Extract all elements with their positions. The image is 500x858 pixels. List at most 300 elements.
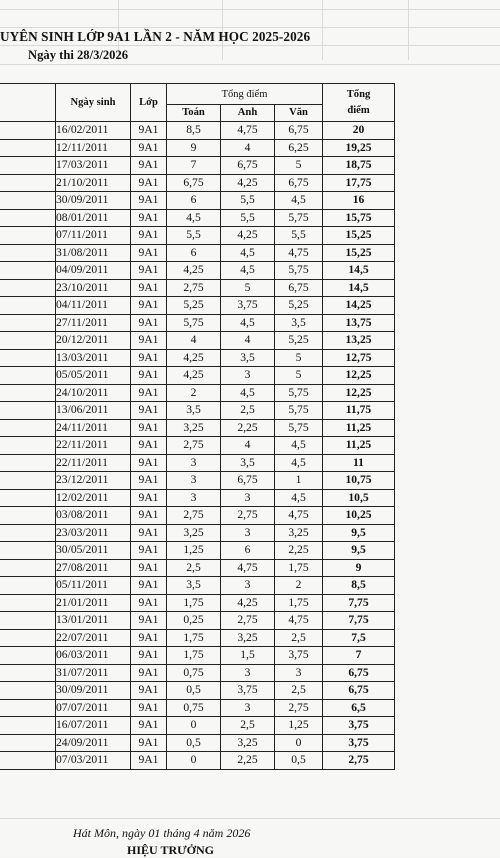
english-score-cell: 4,5: [221, 314, 275, 332]
total-score-cell: 13,25: [323, 332, 395, 350]
math-score-cell: 2: [167, 384, 221, 402]
class-cell: 9A1: [131, 367, 167, 385]
math-score-cell: 0,5: [167, 682, 221, 700]
literature-score-cell: 1,75: [275, 559, 323, 577]
class-cell: 9A1: [131, 437, 167, 455]
literature-score-cell: 2: [275, 577, 323, 595]
total-score-cell: 2,75: [323, 752, 395, 770]
name-cell: [0, 332, 56, 350]
class-cell: 9A1: [131, 577, 167, 595]
table-row: [0, 734, 395, 752]
total-score-cell: 19,25: [323, 139, 395, 157]
math-score-cell: 2,75: [167, 279, 221, 297]
class-cell: 9A1: [131, 682, 167, 700]
english-score-cell: 2,5: [221, 717, 275, 735]
english-score-cell: 3: [221, 489, 275, 507]
class-cell: 9A1: [131, 209, 167, 227]
math-score-cell: 2,75: [167, 507, 221, 525]
math-score-cell: 0,25: [167, 612, 221, 630]
english-score-cell: 3,75: [221, 682, 275, 700]
literature-score-cell: 6,75: [275, 174, 323, 192]
english-score-cell: 4,5: [221, 262, 275, 280]
name-cell: [0, 699, 56, 717]
math-score-cell: 3,25: [167, 419, 221, 437]
name-cell: [0, 174, 56, 192]
place-date: Hát Môn, ngày 01 tháng 4 năm 2026: [73, 826, 251, 840]
dob-cell: 07/03/2011: [56, 752, 131, 770]
literature-score-cell: 5,5: [275, 227, 323, 245]
dob-cell: 22/07/2011: [56, 629, 131, 647]
literature-score-cell: 1,25: [275, 717, 323, 735]
literature-score-cell: 4,5: [275, 437, 323, 455]
total-score-cell: 6,5: [323, 699, 395, 717]
total-score-cell: 15,75: [323, 209, 395, 227]
total-score-cell: 11,25: [323, 437, 395, 455]
table-row: [0, 227, 395, 245]
dob-cell: 13/03/2011: [56, 349, 131, 367]
math-score-cell: 3: [167, 454, 221, 472]
name-cell: [0, 629, 56, 647]
dob-cell: 21/10/2011: [56, 174, 131, 192]
dob-cell: 23/12/2011: [56, 472, 131, 490]
name-cell: [0, 489, 56, 507]
class-cell: 9A1: [131, 402, 167, 420]
class-cell: 9A1: [131, 489, 167, 507]
total-score-cell: 7,5: [323, 629, 395, 647]
header-class: Lớp: [131, 84, 167, 122]
literature-score-cell: 5,75: [275, 262, 323, 280]
name-cell: [0, 314, 56, 332]
total-score-cell: 20: [323, 122, 395, 140]
name-cell: [0, 472, 56, 490]
class-cell: 9A1: [131, 262, 167, 280]
total-score-cell: 9: [323, 559, 395, 577]
score-table: [0, 83, 395, 770]
gridline: [408, 0, 409, 60]
name-cell: [0, 419, 56, 437]
total-score-cell: 15,25: [323, 227, 395, 245]
dob-cell: 23/10/2011: [56, 279, 131, 297]
dob-cell: 20/12/2011: [56, 332, 131, 350]
table-row: [0, 122, 395, 140]
literature-score-cell: 6,25: [275, 139, 323, 157]
dob-cell: 24/11/2011: [56, 419, 131, 437]
name-cell: [0, 139, 56, 157]
table-row: [0, 752, 395, 770]
table-row: [0, 157, 395, 175]
class-cell: 9A1: [131, 227, 167, 245]
name-cell: [0, 734, 56, 752]
table-row: [0, 699, 395, 717]
english-score-cell: 6: [221, 542, 275, 560]
total-score-cell: 10,25: [323, 507, 395, 525]
name-cell: [0, 577, 56, 595]
total-score-cell: 11,25: [323, 419, 395, 437]
total-score-cell: 10,75: [323, 472, 395, 490]
dob-cell: 13/06/2011: [56, 402, 131, 420]
table-row: [0, 209, 395, 227]
header-name-col: [0, 84, 56, 122]
total-score-cell: 12,25: [323, 384, 395, 402]
math-score-cell: 9: [167, 139, 221, 157]
class-cell: 9A1: [131, 314, 167, 332]
name-cell: [0, 752, 56, 770]
total-score-cell: 7: [323, 647, 395, 665]
math-score-cell: 6: [167, 192, 221, 210]
header-scores: Tổng điểm: [167, 84, 323, 105]
english-score-cell: 4,25: [221, 594, 275, 612]
table-row: [0, 279, 395, 297]
class-cell: 9A1: [131, 734, 167, 752]
math-score-cell: 3,5: [167, 402, 221, 420]
literature-score-cell: 2,25: [275, 542, 323, 560]
class-cell: 9A1: [131, 192, 167, 210]
english-score-cell: 3,5: [221, 454, 275, 472]
dob-cell: 12/11/2011: [56, 139, 131, 157]
literature-score-cell: 4,5: [275, 192, 323, 210]
class-cell: 9A1: [131, 122, 167, 140]
class-cell: 9A1: [131, 752, 167, 770]
table-row: [0, 647, 395, 665]
math-score-cell: 6,75: [167, 174, 221, 192]
table-row: [0, 192, 395, 210]
literature-score-cell: 3,75: [275, 647, 323, 665]
name-cell: [0, 682, 56, 700]
english-score-cell: 3,75: [221, 297, 275, 315]
dob-cell: 12/02/2011: [56, 489, 131, 507]
math-score-cell: 0,75: [167, 699, 221, 717]
english-score-cell: 2,25: [221, 752, 275, 770]
class-cell: 9A1: [131, 332, 167, 350]
math-score-cell: 2,75: [167, 437, 221, 455]
table-row: [0, 664, 395, 682]
dob-cell: 06/03/2011: [56, 647, 131, 665]
literature-score-cell: 3,5: [275, 314, 323, 332]
literature-score-cell: 1: [275, 472, 323, 490]
math-score-cell: 0: [167, 752, 221, 770]
math-score-cell: 0,5: [167, 734, 221, 752]
total-score-cell: 14,25: [323, 297, 395, 315]
dob-cell: 31/08/2011: [56, 244, 131, 262]
total-score-cell: 3,75: [323, 717, 395, 735]
class-cell: 9A1: [131, 664, 167, 682]
table-row: [0, 419, 395, 437]
literature-score-cell: 0,5: [275, 752, 323, 770]
dob-cell: 07/07/2011: [56, 699, 131, 717]
table-row: [0, 717, 395, 735]
score-table-body: [0, 122, 395, 770]
dob-cell: 23/03/2011: [56, 524, 131, 542]
name-cell: [0, 297, 56, 315]
table-row: [0, 612, 395, 630]
name-cell: [0, 157, 56, 175]
class-cell: 9A1: [131, 157, 167, 175]
name-cell: [0, 437, 56, 455]
english-score-cell: 5: [221, 279, 275, 297]
table-row: [0, 507, 395, 525]
literature-score-cell: 5,25: [275, 297, 323, 315]
table-row: [0, 437, 395, 455]
name-cell: [0, 717, 56, 735]
total-score-cell: 12,75: [323, 349, 395, 367]
literature-score-cell: 4,5: [275, 489, 323, 507]
english-score-cell: 4,75: [221, 122, 275, 140]
name-cell: [0, 402, 56, 420]
literature-score-cell: 6,75: [275, 122, 323, 140]
literature-score-cell: 4,75: [275, 244, 323, 262]
dob-cell: 04/11/2011: [56, 297, 131, 315]
class-cell: 9A1: [131, 524, 167, 542]
table-row: [0, 262, 395, 280]
total-score-cell: 10,5: [323, 489, 395, 507]
total-score-cell: 16: [323, 192, 395, 210]
literature-score-cell: 6,75: [275, 279, 323, 297]
name-cell: [0, 192, 56, 210]
table-row: [0, 559, 395, 577]
total-score-cell: 7,75: [323, 594, 395, 612]
dob-cell: 27/11/2011: [56, 314, 131, 332]
name-cell: [0, 647, 56, 665]
english-score-cell: 3: [221, 664, 275, 682]
english-score-cell: 4: [221, 332, 275, 350]
english-score-cell: 6,75: [221, 472, 275, 490]
literature-score-cell: 5: [275, 157, 323, 175]
math-score-cell: 1,75: [167, 594, 221, 612]
dob-cell: 04/09/2011: [56, 262, 131, 280]
dob-cell: 13/01/2011: [56, 612, 131, 630]
name-cell: [0, 612, 56, 630]
name-cell: [0, 384, 56, 402]
english-score-cell: 4,75: [221, 559, 275, 577]
table-row: [0, 297, 395, 315]
english-score-cell: 4,25: [221, 227, 275, 245]
dob-cell: 30/09/2011: [56, 192, 131, 210]
math-score-cell: 4: [167, 332, 221, 350]
header-total: [323, 84, 395, 122]
math-score-cell: 3,25: [167, 524, 221, 542]
name-cell: [0, 664, 56, 682]
literature-score-cell: 2,5: [275, 629, 323, 647]
name-cell: [0, 542, 56, 560]
class-cell: 9A1: [131, 612, 167, 630]
header-total-line1: Tổng: [346, 88, 371, 100]
class-cell: 9A1: [131, 384, 167, 402]
english-score-cell: 4,5: [221, 384, 275, 402]
table-row: [0, 384, 395, 402]
dob-cell: 07/11/2011: [56, 227, 131, 245]
class-cell: 9A1: [131, 472, 167, 490]
total-score-cell: 14,5: [323, 279, 395, 297]
literature-score-cell: 2,5: [275, 682, 323, 700]
name-cell: [0, 209, 56, 227]
class-cell: 9A1: [131, 297, 167, 315]
signer-role: HIỆU TRƯỞNG: [127, 843, 215, 857]
total-score-cell: 11: [323, 454, 395, 472]
class-cell: 9A1: [131, 559, 167, 577]
total-score-cell: 6,75: [323, 682, 395, 700]
class-cell: 9A1: [131, 647, 167, 665]
name-cell: [0, 262, 56, 280]
total-score-cell: 7,75: [323, 612, 395, 630]
literature-score-cell: 5,25: [275, 332, 323, 350]
math-score-cell: 1,75: [167, 647, 221, 665]
class-cell: 9A1: [131, 542, 167, 560]
english-score-cell: 1,5: [221, 647, 275, 665]
total-score-cell: 14,5: [323, 262, 395, 280]
dob-cell: 30/09/2011: [56, 682, 131, 700]
exam-date: Ngày thi 28/3/2026: [28, 48, 129, 62]
literature-score-cell: 5,75: [275, 384, 323, 402]
literature-score-cell: 4,75: [275, 507, 323, 525]
gridline: [322, 0, 323, 60]
dob-cell: 03/08/2011: [56, 507, 131, 525]
total-score-cell: 9,5: [323, 542, 395, 560]
english-score-cell: 3,25: [221, 629, 275, 647]
literature-score-cell: 4,5: [275, 454, 323, 472]
table-row: [0, 314, 395, 332]
table-row: [0, 682, 395, 700]
math-score-cell: 1,25: [167, 542, 221, 560]
math-score-cell: 1,75: [167, 629, 221, 647]
total-score-cell: 15,25: [323, 244, 395, 262]
gridline: [0, 818, 500, 819]
english-score-cell: 2,25: [221, 419, 275, 437]
class-cell: 9A1: [131, 717, 167, 735]
class-cell: 9A1: [131, 507, 167, 525]
english-score-cell: 4,25: [221, 174, 275, 192]
total-score-cell: 3,75: [323, 734, 395, 752]
math-score-cell: 8,5: [167, 122, 221, 140]
math-score-cell: 5,5: [167, 227, 221, 245]
class-cell: 9A1: [131, 139, 167, 157]
english-score-cell: 4: [221, 437, 275, 455]
gridline: [0, 45, 500, 46]
math-score-cell: 5,25: [167, 297, 221, 315]
dob-cell: 30/05/2011: [56, 542, 131, 560]
sheet-title: UYÊN SINH LỚP 9A1 LẦN 2 - NĂM HỌC 2025-2026: [0, 29, 311, 44]
name-cell: [0, 122, 56, 140]
name-cell: [0, 524, 56, 542]
dob-cell: 16/02/2011: [56, 122, 131, 140]
dob-cell: 17/03/2011: [56, 157, 131, 175]
table-row: [0, 244, 395, 262]
table-row: [0, 402, 395, 420]
table-row: [0, 349, 395, 367]
dob-cell: 27/08/2011: [56, 559, 131, 577]
dob-cell: 24/10/2011: [56, 384, 131, 402]
math-score-cell: 6: [167, 244, 221, 262]
english-score-cell: 3: [221, 699, 275, 717]
math-score-cell: 0,75: [167, 664, 221, 682]
english-score-cell: 3,25: [221, 734, 275, 752]
dob-cell: 24/09/2011: [56, 734, 131, 752]
english-score-cell: 4: [221, 139, 275, 157]
english-score-cell: 2,5: [221, 402, 275, 420]
table-row: [0, 489, 395, 507]
math-score-cell: 2,5: [167, 559, 221, 577]
class-cell: 9A1: [131, 419, 167, 437]
math-score-cell: 5,75: [167, 314, 221, 332]
math-score-cell: 3: [167, 472, 221, 490]
name-cell: [0, 454, 56, 472]
table-row: [0, 629, 395, 647]
math-score-cell: 4,25: [167, 367, 221, 385]
table-row: [0, 594, 395, 612]
english-score-cell: 6,75: [221, 157, 275, 175]
literature-score-cell: 2,75: [275, 699, 323, 717]
total-score-cell: 6,75: [323, 664, 395, 682]
class-cell: 9A1: [131, 244, 167, 262]
literature-score-cell: 5,75: [275, 209, 323, 227]
table-row: [0, 524, 395, 542]
class-cell: 9A1: [131, 279, 167, 297]
total-score-cell: 8,5: [323, 577, 395, 595]
literature-score-cell: 5,75: [275, 419, 323, 437]
table-row: [0, 577, 395, 595]
header-total-line2: điểm: [347, 104, 370, 116]
english-score-cell: 4,5: [221, 244, 275, 262]
literature-score-cell: 0: [275, 734, 323, 752]
name-cell: [0, 507, 56, 525]
gridline: [0, 9, 500, 10]
english-score-cell: 2,75: [221, 612, 275, 630]
dob-cell: 05/05/2011: [56, 367, 131, 385]
english-score-cell: 3,5: [221, 349, 275, 367]
dob-cell: 16/07/2011: [56, 717, 131, 735]
total-score-cell: 9,5: [323, 524, 395, 542]
literature-score-cell: 5: [275, 367, 323, 385]
dob-cell: 31/07/2011: [56, 664, 131, 682]
literature-score-cell: 5,75: [275, 402, 323, 420]
english-score-cell: 3: [221, 524, 275, 542]
gridline: [0, 27, 500, 28]
table-row: [0, 332, 395, 350]
total-score-cell: 11,75: [323, 402, 395, 420]
total-score-cell: 18,75: [323, 157, 395, 175]
dob-cell: 22/11/2011: [56, 437, 131, 455]
class-cell: 9A1: [131, 454, 167, 472]
table-row: [0, 367, 395, 385]
class-cell: 9A1: [131, 629, 167, 647]
math-score-cell: 4,5: [167, 209, 221, 227]
table-row: [0, 174, 395, 192]
english-score-cell: 2,75: [221, 507, 275, 525]
name-cell: [0, 367, 56, 385]
header-math: Toán: [167, 104, 221, 122]
table-row: [0, 139, 395, 157]
total-score-cell: 17,75: [323, 174, 395, 192]
literature-score-cell: 3: [275, 664, 323, 682]
table-row: [0, 454, 395, 472]
math-score-cell: 3,5: [167, 577, 221, 595]
name-cell: [0, 227, 56, 245]
literature-score-cell: 3,25: [275, 524, 323, 542]
total-score-cell: 12,25: [323, 367, 395, 385]
dob-cell: 22/11/2011: [56, 454, 131, 472]
gridline: [0, 64, 500, 65]
total-score-cell: 13,75: [323, 314, 395, 332]
math-score-cell: 4,25: [167, 349, 221, 367]
name-cell: [0, 594, 56, 612]
name-cell: [0, 349, 56, 367]
dob-cell: 05/11/2011: [56, 577, 131, 595]
name-cell: [0, 279, 56, 297]
name-cell: [0, 244, 56, 262]
class-cell: 9A1: [131, 174, 167, 192]
math-score-cell: 0: [167, 717, 221, 735]
english-score-cell: 3: [221, 367, 275, 385]
literature-score-cell: 5: [275, 349, 323, 367]
